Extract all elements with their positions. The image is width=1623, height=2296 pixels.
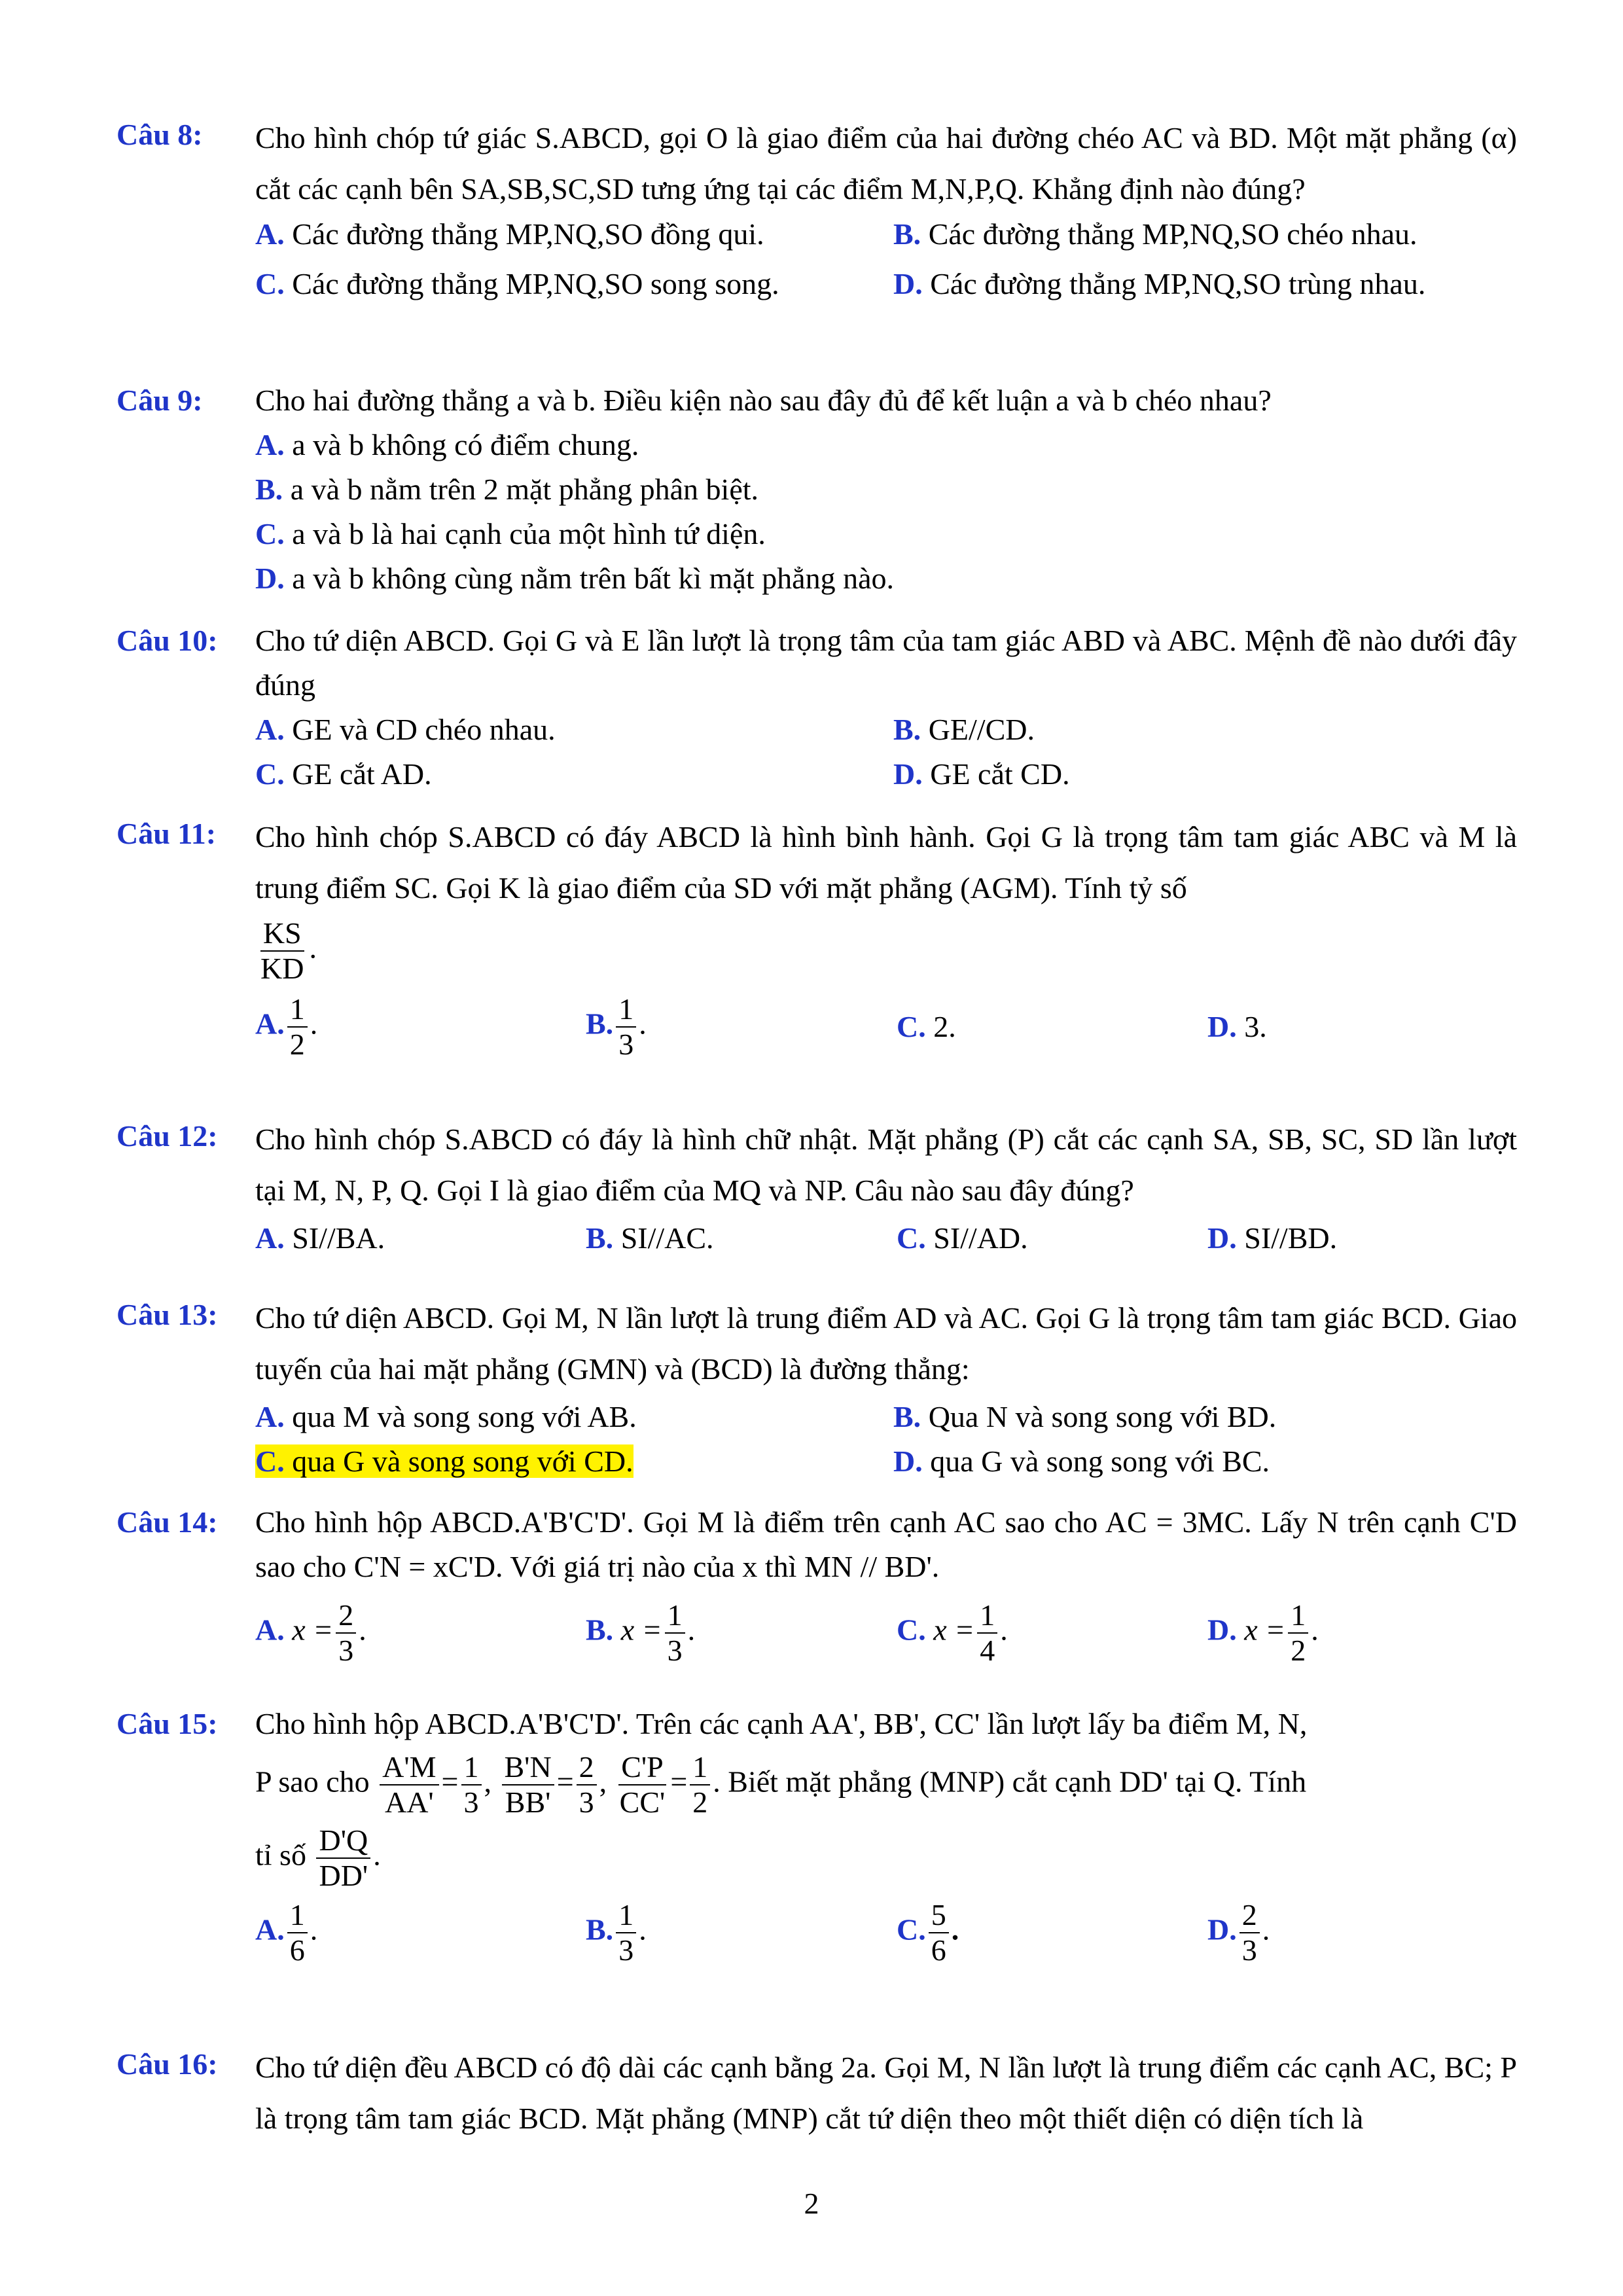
question-stem: Cho hai đường thẳng a và b. Điều kiện nào sau đây đủ để kết luận a và b chéo nhau? [255,384,1272,417]
ratio-fraction: $\frac{KS}{KD}$ [260,916,304,985]
option-a[interactable]: A. SI//BA. [255,1221,385,1255]
question-number: Câu 11: [116,817,217,850]
option-b[interactable]: B. a và b nằm trên 2 mặt phẳng phân biệt. [255,473,759,506]
option-b[interactable]: B. x = $\frac{1}{3}$ . [586,1598,696,1667]
question-number: Câu 15: [116,1707,218,1740]
question-number: Câu 10: [116,624,218,657]
question-number: Câu 12: [116,1119,218,1153]
option-a[interactable]: A. x = $\frac{2}{3}$ . [255,1598,366,1667]
option-b[interactable]: B. $\frac{1}{3}$ . [586,1898,647,1967]
option-b[interactable]: B. GE//CD. [893,713,1035,746]
question-11: Câu 11: Cho hình chóp S.ABCD có đáy ABCD là hình bình hành. Gọi G là trọng tâm tam giác ABC và M là trung điểm SC. Gọi K là giao điểm của SD với mặt phẳng (AGM). Tính tỷ số $\frac{KS}{KD}$ . A. $\frac{1}{2}$ . B. $\frac{1}{3}$ . C. 2. D. 3. [116,812,1517,1062]
question-number: Câu 14: [116,1505,218,1539]
option-c[interactable] [255,1439,893,1484]
question-number: Câu 13: [116,1298,218,1331]
question-number: Câu 8: [116,118,203,151]
option-c[interactable]: C. Các đường thẳng MP,NQ,SO song song. [255,267,779,300]
question-16 [116,2042,1517,2144]
page-number: 2 [804,2187,819,2220]
question-number: Câu 16: [116,2047,218,2081]
option-d[interactable]: D. qua G và song song với BC. [893,1444,1270,1478]
question-13 [116,1293,1517,1484]
option-a[interactable]: A. $\frac{1}{6}$ . [255,1898,318,1967]
question-stem: Cho hình chóp S.ABCD có đáy là hình chữ nhật. Mặt phẳng (P) cắt các cạnh SA, SB, SC, SD lần lượt tại M, N, P, Q. Gọi I là giao điểm của MQ và NP. Câu nào sau đây đúng? [255,1122,1517,1207]
question-stem: Cho hình hộp ABCD.A'B'C'D'. Trên các cạnh AA', BB', CC' lần lượt lấy ba điểm M, N, [255,1707,1308,1740]
option-d[interactable]: D. SI//BD. [1207,1221,1338,1255]
option-a[interactable]: A. qua M và song song với AB. [255,1400,637,1433]
question-stem: Cho tứ diện ABCD. Gọi G và E lần lượt là trọng tâm của tam giác ABD và ABC. Mệnh đề nào dưới đây đúng [255,624,1517,702]
option-d[interactable]: D. $\frac{2}{3}$ . [1207,1898,1270,1967]
question-10 [116,619,1517,797]
option-a[interactable]: A. GE và CD chéo nhau. [255,713,556,746]
question-8 [116,113,1517,306]
question-stem: Cho tứ diện ABCD. Gọi M, N lần lượt là trung điểm AD và AC. Gọi G là trọng tâm tam giác BCD. Giao tuyến của hai mặt phẳng (GMN) và (BCD) là đường thẳng: [255,1301,1517,1386]
option-b[interactable]: B. Qua N và song song với BD. [893,1400,1277,1433]
option-c[interactable]: C. $\frac{5}{6}$ . [897,1898,959,1967]
option-d[interactable]: D. GE cắt CD. [893,757,1070,791]
option-c[interactable]: C. x = $\frac{1}{4}$ . [897,1598,1008,1667]
question-12 [116,1114,1517,1261]
option-c[interactable]: C. 2. [897,1010,956,1043]
question-14 [116,1500,1517,1668]
question-stem: Cho tứ diện đều ABCD có độ dài các cạnh bằng 2a. Gọi M, N lần lượt là trung điểm các cạnh AC, BC; P là trọng tâm tam giác BCD. Mặt phẳng (MNP) cắt tứ diện theo một thiết diện có diện tích là [255,2051,1517,2135]
option-c[interactable]: C. SI//AD. [897,1221,1028,1255]
option-a[interactable]: A. $\frac{1}{2}$ . [255,992,318,1061]
option-c[interactable]: C. GE cắt AD. [255,757,432,791]
question-stem: Cho hình chóp tứ giác S.ABCD, gọi O là giao điểm của hai đường chéo AC và BD. Một mặt phẳng (α) cắt các cạnh bên SA,SB,SC,SD tưng ứng tại các điểm M,N,P,Q. Khẳng định nào đúng? [255,121,1517,206]
option-a[interactable]: A. Các đường thẳng MP,NQ,SO đồng qui. [255,217,764,251]
highlighted-answer: C. qua G và song song với CD. [255,1444,633,1478]
question-number: Câu 9: [116,384,203,417]
option-b[interactable]: B. SI//AC. [586,1221,714,1255]
option-c[interactable]: C. a và b là hai cạnh của một hình tứ diện. [255,517,766,550]
ratio-query: tỉ số $\frac{D'Q}{DD'}$ . [255,1823,381,1892]
option-b[interactable]: B. Các đường thẳng MP,NQ,SO chéo nhau. [893,217,1418,251]
question-15 [116,1702,1517,1967]
question-stem: Cho hình hộp ABCD.A'B'C'D'. Gọi M là điểm trên cạnh AC sao cho AC = 3MC. Lấy N trên cạnh C'D sao cho C'N = xC'D. Với giá trị nào của x thì MN // BD'. [255,1505,1517,1583]
option-a[interactable]: A. a và b không có điểm chung. [255,428,639,461]
option-d[interactable]: D. a và b không cùng nằm trên bất kì mặt phẳng nào. [255,562,894,595]
option-d[interactable]: D. x = $\frac{1}{2}$ . [1207,1598,1319,1667]
option-d[interactable]: D. Các đường thẳng MP,NQ,SO trùng nhau. [893,267,1426,300]
option-d[interactable]: D. 3. [1207,1010,1267,1043]
option-b[interactable]: B. $\frac{1}{3}$ . [586,992,647,1061]
question-9 [116,378,1517,601]
question-stem: Cho hình chóp S.ABCD có đáy ABCD là hình bình hành. Gọi G là trọng tâm tam giác ABC và M là trung điểm SC. Gọi K là giao điểm của SD với mặt phẳng (AGM). Tính tỷ số [255,820,1517,905]
ratio-condition: P sao cho $\frac{A'M}{AA'}$ = $\frac{1}{3}$ , $\frac{B'N}{BB'}$ = $\frac{2}{3}$ , $\frac{C'P}{CC'}$ = $\frac{1}{2}$ . Biết mặt phẳng (MNP) cắt cạnh DD' tại Q. Tính [255,1750,1307,1819]
